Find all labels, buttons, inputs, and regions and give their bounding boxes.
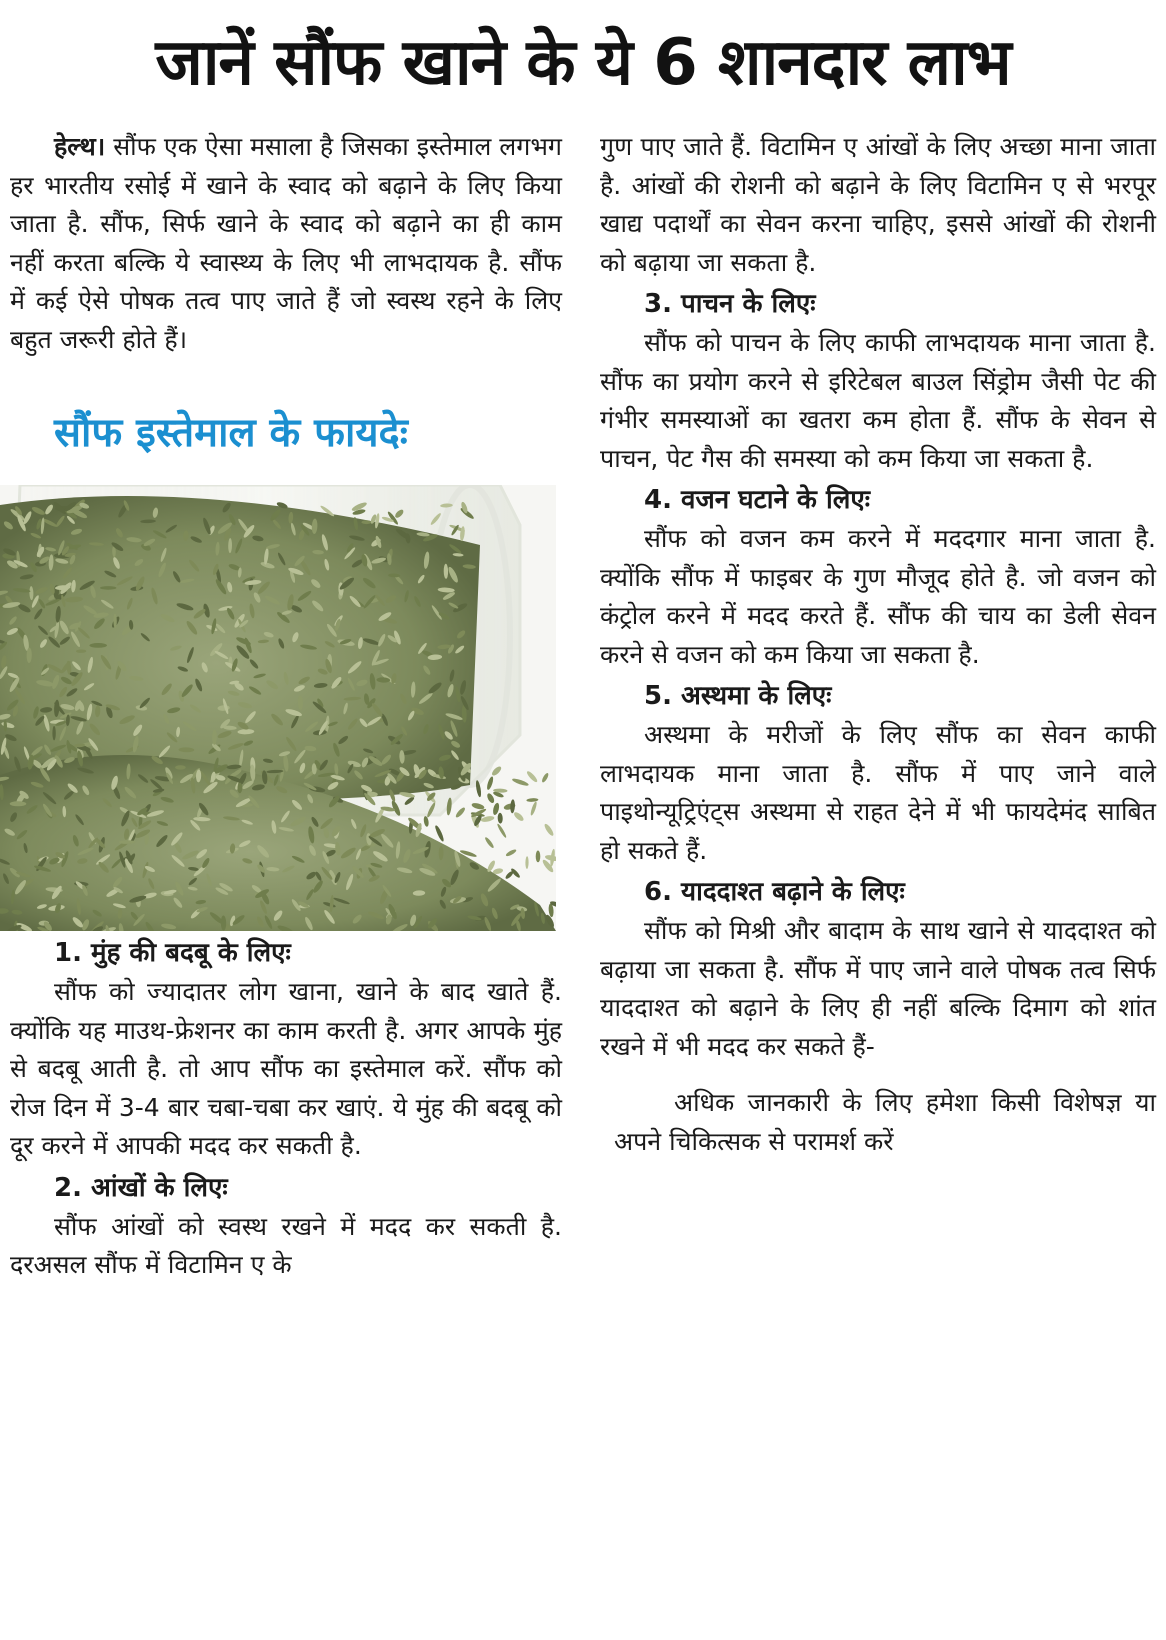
fennel-seeds-photo [0,485,556,931]
section-2-heading: 2. आंखों के लिएः [54,1172,228,1203]
fennel-seed [175,765,186,769]
disclaimer: अधिक जानकारी के लिए हमेशा किसी विशेषज्ञ या अपने चिकित्सक से परामर्श करें [614,1088,1156,1156]
section-3-heading: 3. पाचन के लिएः [644,289,816,319]
benefits-subheading: सौंफ इस्तेमाल के फायदेः [54,410,408,456]
section-1-body: सौंफ को ज्यादातर लोग खाना, खाने के बाद खाते हैं. क्योंकि यह माउथ-फ्रेशनर का काम करती है. अगर आपके मुंह से बदबू आती है. तो आप सौंफ का इस्तेमाल करें. सौंफ को रोज दिन में 3-4 बार चबा-चबा कर खाएं. ये मुंह की बदबू को दूर करने में आपकी मदद कर सकती है. [10,977,562,1160]
section-3-body: सौंफ को पाचन के लिए काफी लाभदायक माना जाता है. सौंफ का प्रयोग करने से इरिटेबल बाउल सिंड्रोम जैसी पेट की गंभीर समस्याओं का खतरा कम होता हैं. सौंफ के सेवन से पाचन, पेट गैस की समस्या को कम किया जा सकता है. [600,328,1156,473]
intro-text: सौंफ एक ऐसा मसाला है जिसका इस्तेमाल लगभग हर भारतीय रसोई में खाने के स्वाद को बढ़ाने के लिए किया जाता है. सौंफ, सिर्फ खाने के स्वाद को बढ़ाने का ही काम नहीं करता बल्कि ये स्वास्थ्य के लिए भी लाभदायक है. सौंफ में कई ऐसे पोषक तत्व पाए जाते हैं जो स्वस्थ रहने के लिए बहुत जरूरी होते हैं। [10,132,562,354]
section-2-continued: गुण पाए जाते हैं. विटामिन ए आंखों के लिए अच्छा माना जाता है. आंखों की रोशनी को बढ़ाने के लिए विटामिन ए से भरपूर खाद्य पदार्थों का सेवन करना चाहिए, इससे आंखों की रोशनी को बढ़ाया जा सकता है. [600,132,1156,277]
headline: जानें सौंफ खाने के ये 6 शानदार लाभ [155,25,1011,100]
section-6-heading: 6. याददाश्त बढ़ाने के लिएः [644,877,905,907]
fennel-seed [536,851,541,863]
right-column [600,128,1156,1161]
fennel-seeds-illustration [0,485,556,931]
intro-lead: हेल्थ। [54,132,106,161]
fennel-seed [361,520,371,524]
left-column [10,128,562,1285]
section-1-heading: 1. मुंह की बदबू के लिएः [54,938,291,968]
fennel-seed [52,726,55,740]
section-6-body: सौंफ को मिश्री और बादाम के साथ खाने से याददाश्त को बढ़ाया जा सकता है. सौंफ में पाए जाने वाले पोषक तत्व सिर्फ याददाश्त को बढ़ाने के लिए ही नहीं बल्कि दिमाग को शांत रखने में भी मदद कर सकते हैं- [600,916,1156,1061]
section-5-heading: 5. अस्थमा के लिएः [644,681,832,711]
section-2-body: सौंफ आंखों को स्वस्थ रखने में मदद कर सकती है. दरअसल सौंफ में विटामिन ए के [10,1211,562,1279]
section-4-heading: 4. वजन घटाने के लिएः [644,485,870,515]
intro-paragraph [10,128,562,359]
fennel-seed [89,643,107,648]
section-5-body: अस्थमा के मरीजों के लिए सौंफ का सेवन काफी लाभदायक माना जाता है. सौंफ में पाए जाने वाले पाइथोन्यूट्रिएंट्स अस्थमा से राहत देने में भी फायदेमंद साबित हो सकते हैं. [600,720,1156,865]
fennel-seed [10,801,27,806]
fennel-seed [100,586,116,590]
section-4-body: सौंफ को वजन कम करने में मददगार माना जाता है. क्योंकि सौंफ में फाइबर के गुण मौजूद होते है. जो वजन को कंट्रोल करने में मदद करते हैं. सौंफ की चाय का डेली सेवन करने से वजन को कम किया जा सकता है. [600,524,1156,669]
